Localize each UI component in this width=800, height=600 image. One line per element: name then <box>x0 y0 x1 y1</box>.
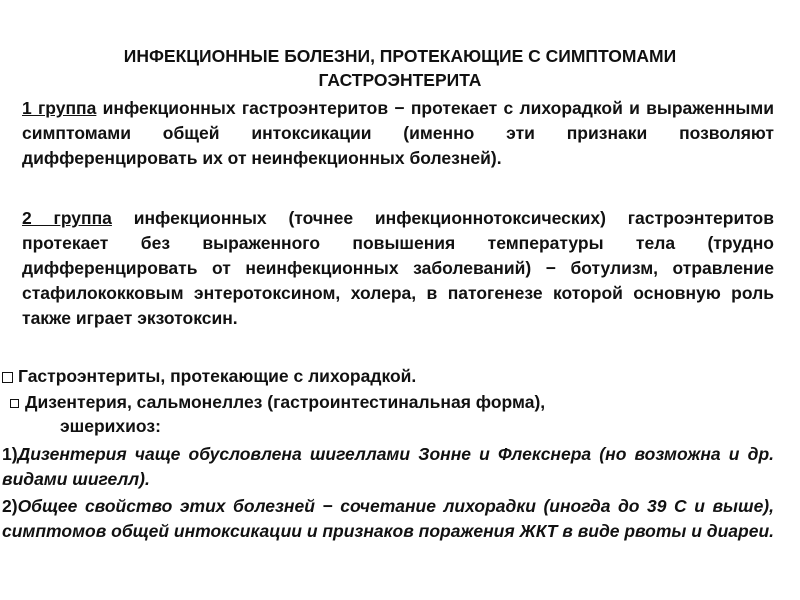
numbered-text: Общее свойство этих болезней − сочетание лихорадки (иногда до 39 С и выше), симптомов общей интоксикации и признаков поражения ЖКТ в виде рвоты и диареи. <box>2 496 775 541</box>
numbered-item-2 <box>2 494 774 544</box>
bullet-text: Дизентерия, сальмонеллез (гастроинтестинальная форма), <box>25 392 546 412</box>
bullet-item-fever <box>2 364 772 389</box>
item-number: 1) <box>2 444 18 464</box>
group2-label: 2 группа <box>22 208 112 228</box>
bullet-continuation: эшерихиоз: <box>60 416 161 436</box>
group1-label: 1 группа <box>22 98 97 118</box>
group1-text: инфекционных гастроэнтеритов − протекает с лихорадкой и выраженными симптомами общей интоксикации (именно эти признаки позволяют дифференцировать их от неинфекционных болезней). <box>22 98 774 168</box>
group2-paragraph <box>22 206 774 331</box>
group1-paragraph <box>22 96 774 171</box>
square-icon <box>10 399 19 408</box>
slide-title: ИНФЕКЦИОННЫЕ БОЛЕЗНИ, ПРОТЕКАЮЩИЕ С СИМПТОМАМИ ГАСТРОЭНТЕРИТА <box>123 46 677 90</box>
checkbox-icon <box>2 372 13 383</box>
numbered-item-1 <box>2 442 774 492</box>
bullet-item-diseases <box>2 390 772 415</box>
item-number: 2) <box>2 496 18 516</box>
bullet-text: Гастроэнтериты, протекающие с лихорадкой. <box>18 366 417 386</box>
group2-text: инфекционных (точнее инфекционнотоксических) гастроэнтеритов протекает без выраженного повышения температуры тела (трудно дифференцировать от неинфекционных заболеваний) − ботулизм, отравление стафилококковым энтеротоксином, холера, в патогенезе которой основную роль также играет экзотоксин. <box>22 208 774 328</box>
numbered-text: Дизентерия чаще обусловлена шигеллами Зонне и Флекснера (но возможна и др. видами шигелл). <box>2 444 774 489</box>
